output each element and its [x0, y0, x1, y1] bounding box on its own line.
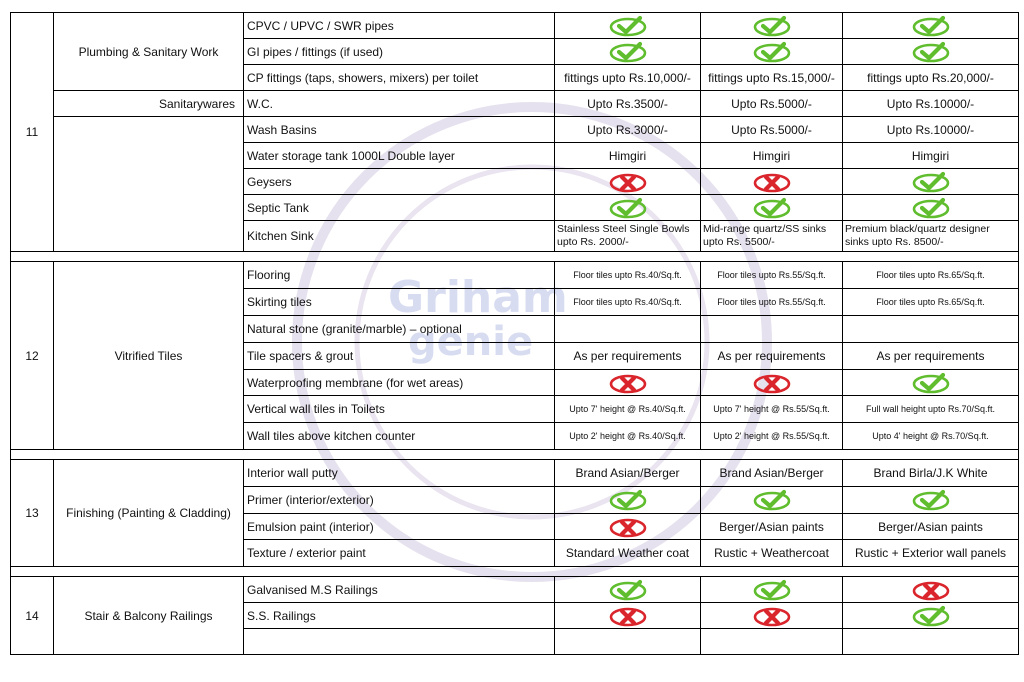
spec-cell: [701, 316, 843, 343]
spec-value: Stainless Steel Single Bowls upto Rs. 2000/-: [557, 223, 690, 248]
check-icon: [910, 372, 952, 394]
spec-cell: [843, 195, 1019, 221]
table-row: [11, 262, 1019, 289]
specification-table: [10, 12, 1019, 655]
section-number: 14: [11, 577, 54, 655]
spec-cell: [555, 221, 701, 252]
spec-cell: [701, 423, 843, 450]
spec-value: Upto Rs.3000/-: [587, 122, 668, 137]
spec-value: As per requirements: [573, 349, 682, 363]
spec-cell: [555, 370, 701, 396]
spec-cell: [843, 540, 1019, 567]
spec-value: Himgiri: [752, 148, 791, 163]
spec-cell: [843, 629, 1019, 655]
spec-cell: [555, 460, 701, 487]
spec-value: Berger/Asian paints: [878, 519, 983, 534]
spacer-cell: [11, 567, 1019, 577]
item-label: Primer (interior/exterior): [244, 487, 555, 514]
spec-value: Upto Rs.5000/-: [731, 122, 812, 137]
spec-value: Upto 4' height @ Rs.70/Sq.ft.: [872, 431, 989, 441]
spec-cell: [843, 65, 1019, 91]
cross-icon: [607, 372, 649, 394]
spec-cell: [555, 143, 701, 169]
spec-value: Brand Asian/Berger: [719, 466, 824, 480]
cross-icon: [751, 171, 793, 193]
spec-cell: [701, 169, 843, 195]
spec-cell: [843, 262, 1019, 289]
spec-cell: [843, 316, 1019, 343]
spec-value: Brand Asian/Berger: [575, 466, 680, 480]
spec-value: fittings upto Rs.15,000/-: [708, 70, 835, 85]
spec-cell: [843, 39, 1019, 65]
item-label: GI pipes / fittings (if used): [244, 39, 555, 65]
cross-icon: [751, 372, 793, 394]
check-icon: [751, 41, 793, 63]
spec-cell: [555, 169, 701, 195]
check-icon: [910, 15, 952, 37]
spacer-cell: [11, 252, 1019, 262]
section-category: Finishing (Painting & Cladding): [54, 460, 244, 567]
cross-icon: [607, 171, 649, 193]
item-label: Interior wall putty: [244, 460, 555, 487]
spec-cell: [701, 577, 843, 603]
spec-value: Premium black/quartz designer sinks upto Rs. 8500/-: [845, 223, 990, 248]
spacer-row: [11, 567, 1019, 577]
section-category: Vitrified Tiles: [54, 262, 244, 450]
item-label: [244, 629, 555, 655]
item-label: Vertical wall tiles in Toilets: [244, 396, 555, 423]
spec-cell: [555, 316, 701, 343]
item-label: Waterproofing membrane (for wet areas): [244, 370, 555, 396]
spacer-row: [11, 252, 1019, 262]
spec-cell: [843, 143, 1019, 169]
spec-value: Floor tiles upto Rs.55/Sq.ft.: [717, 297, 826, 307]
item-label: Emulsion paint (interior): [244, 514, 555, 540]
check-icon: [910, 171, 952, 193]
spec-cell: [555, 91, 701, 117]
section-number: 11: [11, 13, 54, 252]
spec-cell: [701, 460, 843, 487]
check-icon: [607, 41, 649, 63]
spacer-row: [11, 450, 1019, 460]
spec-cell: [701, 117, 843, 143]
spec-value: Rustic + Exterior wall panels: [854, 546, 1007, 560]
check-icon: [751, 489, 793, 511]
spec-cell: [701, 221, 843, 252]
table-row: [11, 577, 1019, 603]
spec-cell: [843, 289, 1019, 316]
cross-icon: [751, 605, 793, 627]
spec-cell: [701, 343, 843, 370]
spec-value: Upto 7' height @ Rs.55/Sq.ft.: [713, 404, 830, 414]
spec-value: Himgiri: [608, 148, 647, 163]
spec-cell: [701, 195, 843, 221]
check-icon: [607, 15, 649, 37]
item-label: Skirting tiles: [244, 289, 555, 316]
spec-cell: [555, 195, 701, 221]
cross-icon: [910, 579, 952, 601]
item-label: Wash Basins: [244, 117, 555, 143]
watermark-text: Griham: [388, 272, 568, 323]
check-icon: [607, 197, 649, 219]
spec-cell: [843, 577, 1019, 603]
check-icon: [910, 489, 952, 511]
item-label: Kitchen Sink: [244, 221, 555, 252]
watermark-text: genie: [408, 319, 534, 365]
spec-value: Rustic + Weathercoat: [714, 546, 829, 560]
table-row: [11, 13, 1019, 39]
item-label: CPVC / UPVC / SWR pipes: [244, 13, 555, 39]
item-label: Flooring: [244, 262, 555, 289]
spec-cell: [843, 603, 1019, 629]
spec-value: Floor tiles upto Rs.55/Sq.ft.: [717, 270, 826, 280]
spacer-cell: [11, 450, 1019, 460]
check-icon: [910, 41, 952, 63]
spec-cell: [555, 343, 701, 370]
check-icon: [607, 579, 649, 601]
item-label: Texture / exterior paint: [244, 540, 555, 567]
item-label: Septic Tank: [244, 195, 555, 221]
spec-cell: [555, 117, 701, 143]
spec-value: Upto Rs.3500/-: [587, 96, 668, 111]
spec-cell: [555, 514, 701, 540]
spec-cell: [555, 262, 701, 289]
spec-cell: [701, 143, 843, 169]
spec-cell: [555, 540, 701, 567]
spec-value: Floor tiles upto Rs.40/Sq.ft.: [573, 270, 682, 280]
spec-cell: [843, 169, 1019, 195]
cross-icon: [607, 516, 649, 538]
spec-cell: [555, 65, 701, 91]
spec-value: As per requirements: [876, 349, 985, 363]
spec-value: Upto 2' height @ Rs.55/Sq.ft.: [713, 431, 830, 441]
item-label: W.C.: [244, 91, 555, 117]
spec-value: Standard Weather coat: [565, 546, 690, 560]
check-icon: [751, 579, 793, 601]
check-icon: [751, 15, 793, 37]
table-row: [11, 91, 1019, 117]
spec-value: Upto 2' height @ Rs.40/Sq.ft.: [569, 431, 686, 441]
spec-cell: [701, 262, 843, 289]
section-category: Sanitarywares: [54, 91, 244, 117]
spec-cell: [701, 289, 843, 316]
spec-value: fittings upto Rs.10,000/-: [564, 70, 691, 85]
spec-cell: [701, 514, 843, 540]
spec-cell: [555, 629, 701, 655]
table-row: [11, 117, 1019, 143]
spec-cell: [843, 117, 1019, 143]
spec-value: Full wall height upto Rs.70/Sq.ft.: [865, 404, 996, 414]
spec-value: Floor tiles upto Rs.65/Sq.ft.: [876, 297, 985, 307]
spec-cell: [701, 91, 843, 117]
spec-cell: [701, 65, 843, 91]
spec-cell: [701, 540, 843, 567]
spec-cell: [843, 13, 1019, 39]
spec-cell: [701, 629, 843, 655]
spec-value: Brand Birla/J.K White: [873, 466, 988, 480]
spec-value: Himgiri: [911, 148, 950, 163]
spec-cell: [701, 487, 843, 514]
item-label: Wall tiles above kitchen counter: [244, 423, 555, 450]
item-label: Water storage tank 1000L Double layer: [244, 143, 555, 169]
spec-cell: [555, 13, 701, 39]
spec-cell: [701, 370, 843, 396]
spec-cell: [555, 39, 701, 65]
check-icon: [910, 197, 952, 219]
check-icon: [607, 489, 649, 511]
spec-cell: [843, 487, 1019, 514]
spec-value: fittings upto Rs.20,000/-: [867, 70, 994, 85]
spec-cell: [701, 396, 843, 423]
spec-cell: [555, 423, 701, 450]
spec-cell: [843, 221, 1019, 252]
item-label: CP fittings (taps, showers, mixers) per toilet: [244, 65, 555, 91]
cross-icon: [607, 605, 649, 627]
spec-value: As per requirements: [717, 349, 826, 363]
section-number: 13: [11, 460, 54, 567]
spec-value: Floor tiles upto Rs.40/Sq.ft.: [573, 297, 682, 307]
spec-cell: [843, 514, 1019, 540]
spec-value: Floor tiles upto Rs.65/Sq.ft.: [876, 270, 985, 280]
spec-cell: [555, 289, 701, 316]
spec-cell: [843, 396, 1019, 423]
check-icon: [751, 197, 793, 219]
spec-value: Mid-range quartz/SS sinks upto Rs. 5500/-: [703, 223, 827, 248]
spec-cell: [843, 460, 1019, 487]
item-label: Galvanised M.S Railings: [244, 577, 555, 603]
spec-cell: [701, 13, 843, 39]
spec-cell: [701, 39, 843, 65]
spec-value: Berger/Asian paints: [719, 519, 824, 534]
item-label: Geysers: [244, 169, 555, 195]
spec-cell: [843, 423, 1019, 450]
item-label: S.S. Railings: [244, 603, 555, 629]
section-category: Stair & Balcony Railings: [54, 577, 244, 655]
item-label: Tile spacers & grout: [244, 343, 555, 370]
spec-cell: [843, 343, 1019, 370]
category-empty-cell: [54, 117, 244, 252]
spec-cell: [555, 396, 701, 423]
spec-value: Upto Rs.5000/-: [731, 96, 812, 111]
spec-value: Upto Rs.10000/-: [886, 122, 975, 137]
check-icon: [910, 605, 952, 627]
spec-cell: [555, 487, 701, 514]
spec-cell: [555, 603, 701, 629]
section-number: 12: [11, 262, 54, 450]
spec-cell: [701, 603, 843, 629]
table-row: [11, 460, 1019, 487]
spec-value: Upto 7' height @ Rs.40/Sq.ft.: [569, 404, 686, 414]
section-category: Plumbing & Sanitary Work: [54, 13, 244, 91]
spec-cell: [555, 577, 701, 603]
spec-value: Upto Rs.10000/-: [886, 96, 975, 111]
item-label: Natural stone (granite/marble) – optional: [244, 316, 555, 343]
spec-cell: [843, 91, 1019, 117]
spec-cell: [843, 370, 1019, 396]
